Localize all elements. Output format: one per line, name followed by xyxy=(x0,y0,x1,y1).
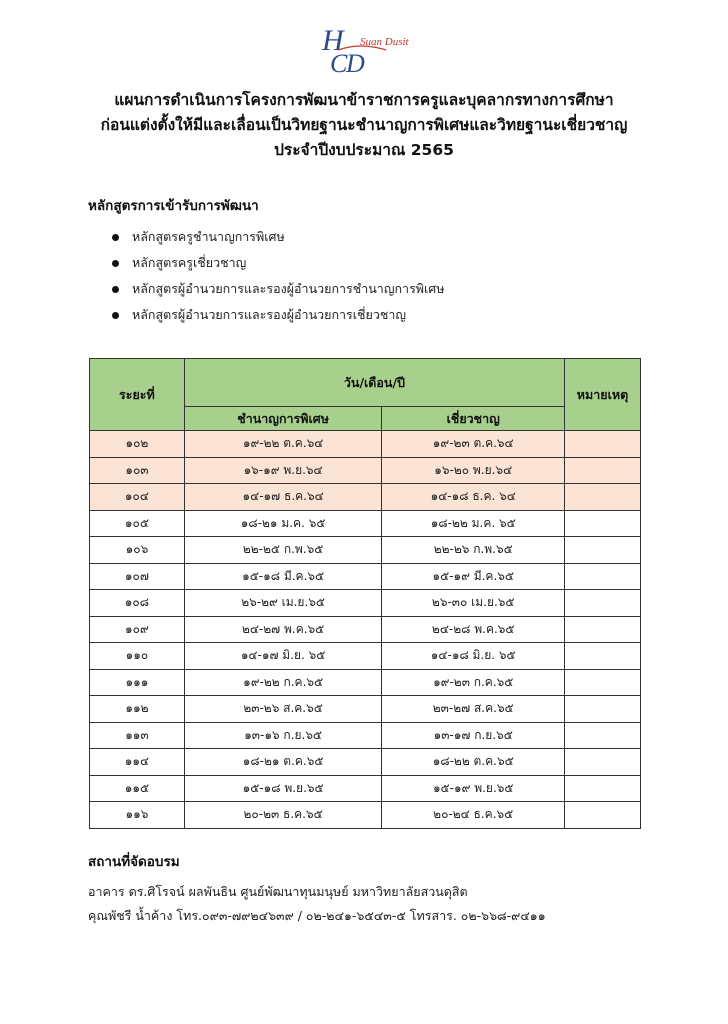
cell-expert: ๒๖-๓๐ เม.ย.๖๕ xyxy=(382,590,565,617)
cell-special: ๒๖-๒๙ เม.ย.๖๕ xyxy=(184,590,382,617)
cell-special: ๒๔-๒๗ พ.ค.๖๕ xyxy=(184,616,382,643)
cell-expert: ๑๕-๑๙ มี.ค.๖๕ xyxy=(382,563,565,590)
cell-special: ๑๔-๑๗ มิ.ย. ๖๕ xyxy=(184,643,382,670)
document-title xyxy=(0,88,728,163)
cell-note xyxy=(565,457,641,484)
course-item: หลักสูตรผู้อำนวยการและรองผู้อำนวยการเชี่ยวชาญ xyxy=(108,302,444,328)
venue-contact: คุณพัชรี น้ำค้าง โทร.๐๙๓-๗๙๒๔๖๓๙ / ๐๒-๒๔๑-๖๕๔๓-๕ โทรสาร. ๐๒-๖๖๘-๙๔๑๑ xyxy=(88,908,546,923)
cell-note xyxy=(565,722,641,749)
title-line-2: ก่อนแต่งตั้งให้มีและเลื่อนเป็นวิทยฐานะชำนาญการพิเศษและวิทยฐานะเชี่ยวชาญ xyxy=(100,116,628,134)
cell-special: ๑๕-๑๘ มี.ค.๖๕ xyxy=(184,563,382,590)
bullet-icon xyxy=(112,286,119,293)
svg-text:D: D xyxy=(346,49,365,76)
svg-text:Suan Dusit: Suan Dusit xyxy=(360,36,409,48)
cell-note xyxy=(565,537,641,564)
table-row xyxy=(90,802,641,829)
courses-heading: หลักสูตรการเข้ารับการพัฒนา xyxy=(88,198,259,214)
cell-expert: ๒๒-๒๖ ก.พ.๖๕ xyxy=(382,537,565,564)
bullet-icon xyxy=(112,260,119,267)
cell-note xyxy=(565,431,641,458)
header-date: วัน/เดือน/ปี xyxy=(184,359,564,407)
table-row xyxy=(90,696,641,723)
course-item: หลักสูตรครูเชี่ยวชาญ xyxy=(108,250,444,276)
cell-special: ๑๕-๑๘ พ.ย.๖๕ xyxy=(184,775,382,802)
cell-expert: ๑๘-๒๒ ม.ค. ๖๕ xyxy=(382,510,565,537)
cell-note xyxy=(565,749,641,776)
table-row xyxy=(90,590,641,617)
cell-note xyxy=(565,775,641,802)
cell-round: ๑๐๙ xyxy=(90,616,185,643)
venue-heading: สถานที่จัดอบรม xyxy=(88,854,180,870)
courses-list xyxy=(108,224,444,328)
schedule-table xyxy=(89,358,641,829)
cell-special: ๒๐-๒๓ ธ.ค.๖๕ xyxy=(184,802,382,829)
cell-special: ๑๙-๒๒ ก.ค.๖๕ xyxy=(184,669,382,696)
cell-special: ๒๓-๒๖ ส.ค.๖๕ xyxy=(184,696,382,723)
course-item: หลักสูตรผู้อำนวยการและรองผู้อำนวยการชำนาญการพิเศษ xyxy=(108,276,444,302)
header-note: หมายเหตุ xyxy=(565,359,641,431)
cell-note xyxy=(565,696,641,723)
cell-note xyxy=(565,616,641,643)
cell-note xyxy=(565,590,641,617)
cell-round: ๑๐๗ xyxy=(90,563,185,590)
table-row xyxy=(90,563,641,590)
cell-round: ๑๑๓ xyxy=(90,722,185,749)
cell-round: ๑๐๘ xyxy=(90,590,185,617)
cell-note xyxy=(565,643,641,670)
table-row xyxy=(90,431,641,458)
cell-expert: ๑๔-๑๘ มิ.ย. ๖๕ xyxy=(382,643,565,670)
cell-round: ๑๑๒ xyxy=(90,696,185,723)
cell-special: ๑๘-๒๑ ต.ค.๖๕ xyxy=(184,749,382,776)
cell-note xyxy=(565,484,641,511)
title-line-1: แผนการดำเนินการโครงการพัฒนาข้าราชการครูและบุคลากรทางการศึกษา xyxy=(114,91,614,109)
cell-expert: ๑๔-๑๘ ธ.ค. ๖๔ xyxy=(382,484,565,511)
cell-special: ๑๘-๒๑ ม.ค. ๖๕ xyxy=(184,510,382,537)
header-expert: เชี่ยวชาญ xyxy=(382,407,565,431)
cell-expert: ๒๓-๒๗ ส.ค.๖๕ xyxy=(382,696,565,723)
venue-address: อาคาร ดร.ศิโรจน์ ผลพันธิน ศูนย์พัฒนาทุนมนุษย์ มหาวิทยาลัยสวนดุสิต xyxy=(88,884,468,899)
table-row xyxy=(90,457,641,484)
cell-round: ๑๐๖ xyxy=(90,537,185,564)
cell-round: ๑๑๕ xyxy=(90,775,185,802)
cell-round: ๑๑๐ xyxy=(90,643,185,670)
cell-note xyxy=(565,802,641,829)
cell-round: ๑๐๕ xyxy=(90,510,185,537)
cell-expert: ๑๖-๒๐ พ.ย.๖๔ xyxy=(382,457,565,484)
svg-text:H: H xyxy=(322,24,344,57)
table-row xyxy=(90,749,641,776)
cell-expert: ๑๓-๑๗ ก.ย.๖๕ xyxy=(382,722,565,749)
table-row xyxy=(90,722,641,749)
header-special: ชำนาญการพิเศษ xyxy=(184,407,382,431)
course-item: หลักสูตรครูชำนาญการพิเศษ xyxy=(108,224,444,250)
cell-special: ๒๒-๒๕ ก.พ.๖๕ xyxy=(184,537,382,564)
header-round: ระยะที่ xyxy=(90,359,185,431)
cell-note xyxy=(565,510,641,537)
suan-dusit-logo xyxy=(316,20,426,76)
cell-special: ๑๓-๑๖ ก.ย.๖๕ xyxy=(184,722,382,749)
table-row xyxy=(90,669,641,696)
cell-expert: ๑๘-๒๒ ต.ค.๖๕ xyxy=(382,749,565,776)
cell-round: ๑๐๔ xyxy=(90,484,185,511)
cell-expert: ๒๔-๒๘ พ.ค.๖๕ xyxy=(382,616,565,643)
bullet-icon xyxy=(112,234,119,241)
cell-special: ๑๙-๒๒ ต.ค.๖๔ xyxy=(184,431,382,458)
svg-text:C: C xyxy=(330,49,348,76)
table-row xyxy=(90,537,641,564)
table-row xyxy=(90,643,641,670)
cell-note xyxy=(565,669,641,696)
cell-round: ๑๑๑ xyxy=(90,669,185,696)
title-line-3: ประจำปีงบประมาณ 2565 xyxy=(274,141,454,159)
cell-expert: ๑๙-๒๓ ก.ค.๖๕ xyxy=(382,669,565,696)
table-row xyxy=(90,616,641,643)
cell-note xyxy=(565,563,641,590)
cell-special: ๑๖-๑๙ พ.ย.๖๔ xyxy=(184,457,382,484)
cell-round: ๑๑๖ xyxy=(90,802,185,829)
table-row xyxy=(90,510,641,537)
table-row xyxy=(90,775,641,802)
cell-round: ๑๑๔ xyxy=(90,749,185,776)
cell-expert: ๑๙-๒๓ ต.ค.๖๔ xyxy=(382,431,565,458)
cell-round: ๑๐๓ xyxy=(90,457,185,484)
table-row xyxy=(90,484,641,511)
venue-details xyxy=(88,880,546,928)
cell-round: ๑๐๒ xyxy=(90,431,185,458)
cell-expert: ๒๐-๒๔ ธ.ค.๖๕ xyxy=(382,802,565,829)
cell-special: ๑๔-๑๗ ธ.ค.๖๔ xyxy=(184,484,382,511)
bullet-icon xyxy=(112,312,119,319)
cell-expert: ๑๕-๑๙ พ.ย.๖๕ xyxy=(382,775,565,802)
